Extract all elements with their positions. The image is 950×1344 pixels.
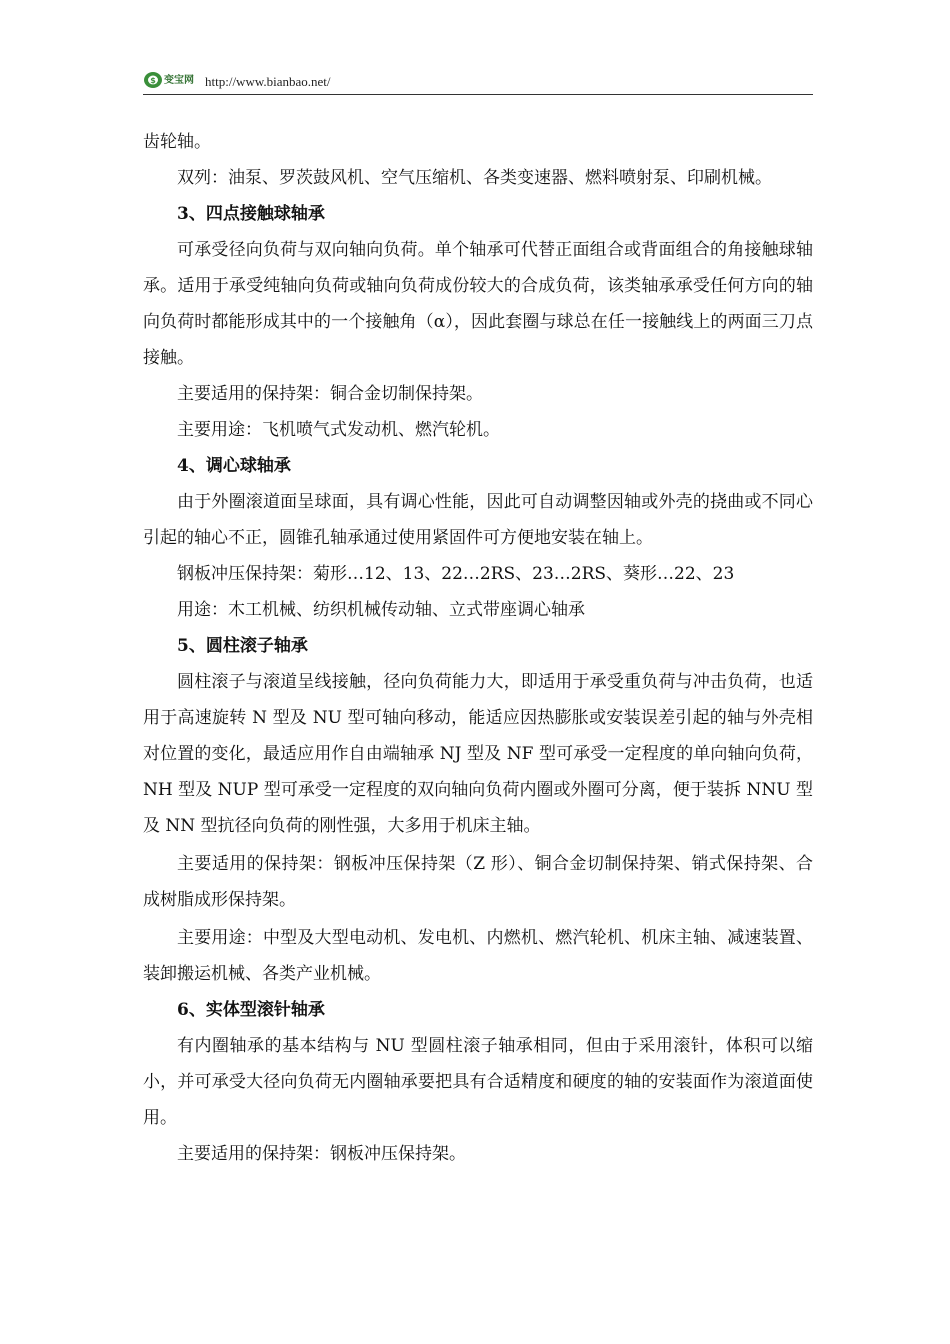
paragraph: 由于外圈滚道面呈球面，具有调心性能，因此可自动调整因轴或外壳的挠曲或不同心引起的轴心不正，圆锥孔轴承通过使用紧固件可方便地安装在轴上。: [143, 492, 813, 548]
paragraph: 有内圈轴承的基本结构与 NU 型圆柱滚子轴承相同，但由于采用滚针，体积可以缩小，并可承受大径向负荷无内圈轴承要把具有合适精度和硬度的轴的安装面作为滚道面使用。: [143, 1036, 813, 1128]
paragraph: 可承受径向负荷与双向轴向负荷。单个轴承可代替正面组合或背面组合的角接触球轴承。适用于承受纯轴向负荷或轴向负荷成份较大的合成负荷，该类轴承承受任何方向的轴向负荷时都能形成其中的一个接触角（α），因此套圈与球总在任一接触线上的两面三刀点接触。: [143, 240, 813, 368]
paragraph: 双列：油泵、罗茨鼓风机、空气压缩机、各类变速器、燃料喷射泵、印刷机械。: [177, 168, 772, 188]
paragraph: 主要用途：中型及大型电动机、发电机、内燃机、燃汽轮机、机床主轴、减速装置、装卸搬运机械、各类产业机械。: [143, 928, 813, 984]
document-body: [143, 124, 813, 1172]
section-heading: 3、四点接触球轴承: [177, 204, 325, 224]
page-header: [143, 68, 813, 95]
paragraph: 主要用途：飞机喷气式发动机、燃汽轮机。: [177, 420, 500, 440]
section-heading: 5、圆柱滚子轴承: [177, 636, 308, 656]
svg-text:$: $: [150, 76, 156, 85]
paragraph: 用途：木工机械、纺织机械传动轴、立式带座调心轴承: [177, 600, 585, 620]
site-url[interactable]: http://www.bianbao.net/: [205, 74, 331, 89]
bianbao-logo: [143, 70, 201, 90]
svg-text:变宝网: 变宝网: [164, 75, 194, 86]
paragraph: 钢板冲压保持架：菊形…12、13、22…2RS、23…2RS、葵形…22、23: [177, 564, 735, 584]
paragraph: 圆柱滚子与滚道呈线接触，径向负荷能力大，即适用于承受重负荷与冲击负荷，也适用于高速旋转 N 型及 NU 型可轴向移动，能适应因热膨胀或安装误差引起的轴与外壳相对位置的变化，最适应用作自由端轴承 NJ 型及 NF 型可承受一定程度的单向轴向负荷，NH 型及 NUP 型可承受一定程度的双向轴向负荷内圈或外圈可分离，便于装拆 NNU 型及 NN 型抗径向负荷的刚性强，大多用于机床主轴。: [143, 672, 813, 836]
section-heading: 6、实体型滚针轴承: [177, 1000, 325, 1020]
section-heading: 4、调心球轴承: [177, 456, 291, 476]
paragraph: 主要适用的保持架：钢板冲压保持架。: [177, 1144, 466, 1164]
paragraph: 主要适用的保持架：钢板冲压保持架（Z 形）、铜合金切制保持架、销式保持架、合成树脂成形保持架。: [143, 854, 813, 910]
paragraph: 主要适用的保持架：铜合金切制保持架。: [177, 384, 483, 404]
paragraph: 齿轮轴。: [143, 132, 211, 152]
